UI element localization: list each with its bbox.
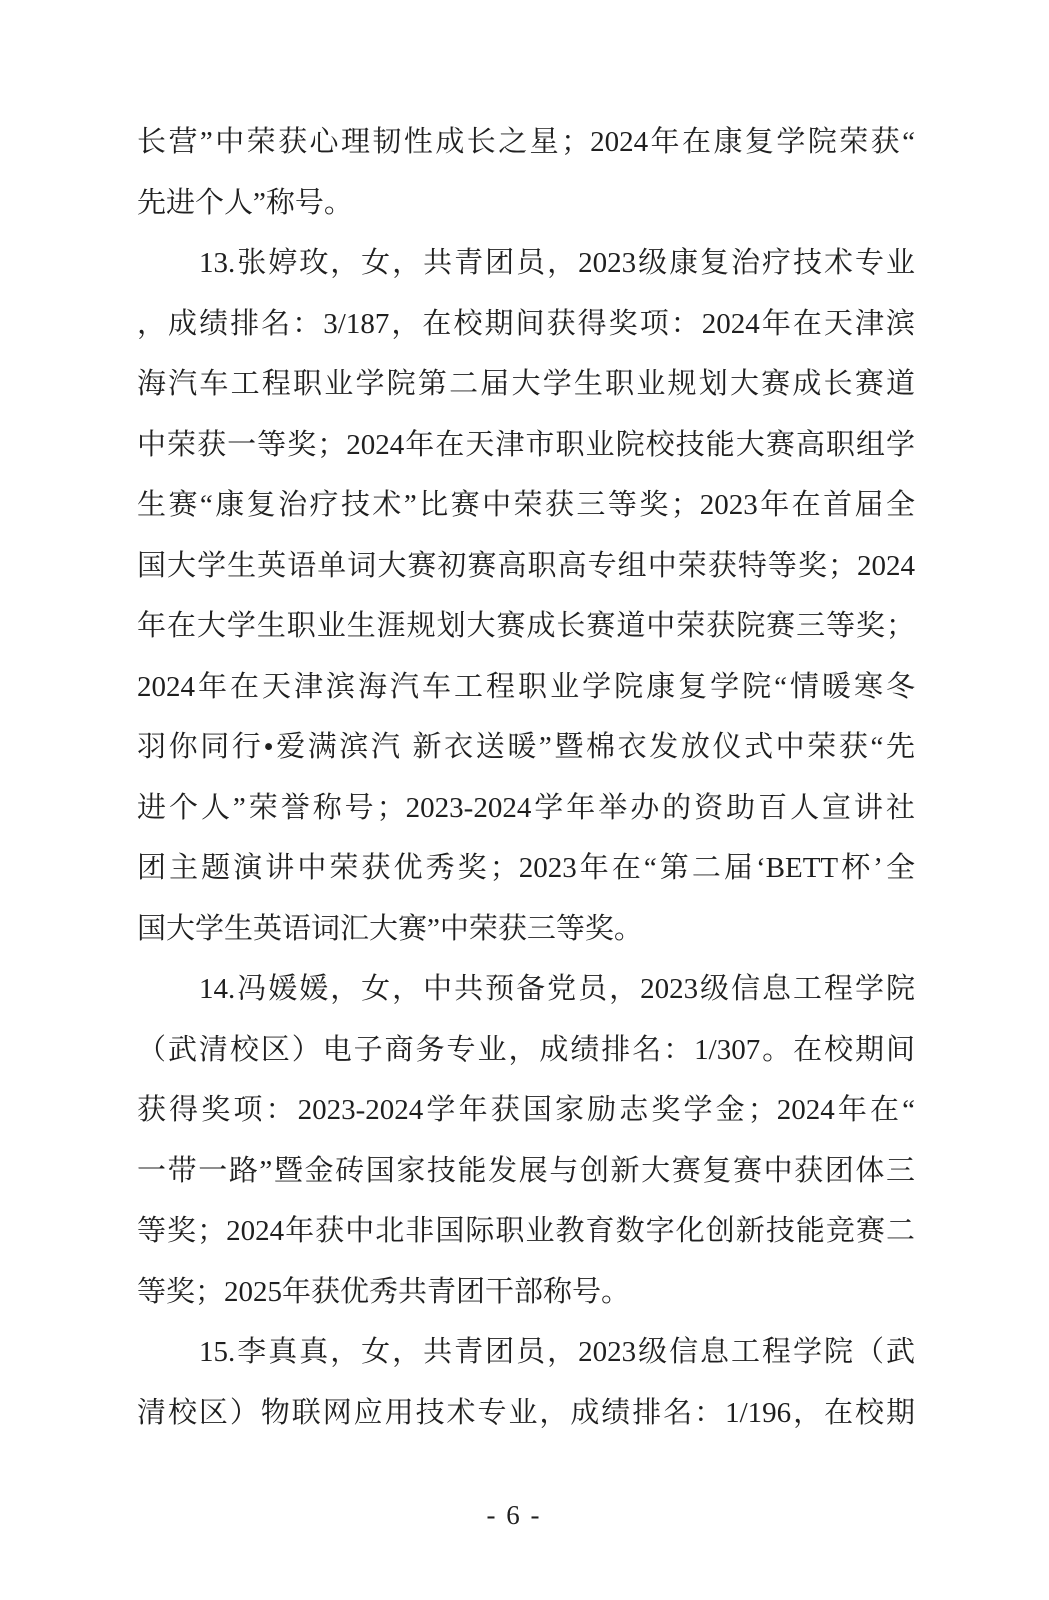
- text-line: 等奖；2025年获优秀共青团干部称号。: [137, 1275, 631, 1308]
- text-line: 羽你同行•爱满滨汽 新衣送暖”暨棉衣发放仪式中荣获“先: [137, 731, 915, 763]
- text-line: 中荣获一等奖；2024年在天津市职业院校技能大赛高职组学: [137, 428, 915, 461]
- text-line: 海汽车工程职业学院第二届大学生职业规划大赛成长赛道: [137, 368, 915, 400]
- text-line: 进个人”荣誉称号；2023-2024学年举办的资助百人宣讲社: [137, 791, 915, 824]
- text-line: （武清校区）电子商务专业，成绩排名：1/307。在校期间: [137, 1033, 915, 1066]
- text-line: 13.张婷玫，女，共青团员，2023级康复治疗技术专业: [199, 247, 915, 279]
- text-line: 国大学生英语词汇大赛”中荣获三等奖。: [137, 912, 643, 945]
- text-line: ，成绩排名：3/187，在校期间获得奖项：2024年在天津滨: [137, 307, 915, 340]
- text-line: 长营”中荣获心理韧性成长之星；2024年在康复学院荣获“: [137, 126, 915, 158]
- text-line: 年在大学生职业生涯规划大赛成长赛道中荣获院赛三等奖；: [137, 610, 915, 642]
- text-line: 一带一路”暨金砖国家技能发展与创新大赛复赛中获团体三: [137, 1154, 915, 1187]
- page-number: - 6 -: [486, 1500, 542, 1530]
- text-line: 团主题演讲中荣获优秀奖；2023年在“第二届‘BETT杯’全: [137, 852, 915, 884]
- text-line: 清校区）物联网应用技术专业，成绩排名：1/196，在校期: [137, 1396, 915, 1429]
- text-line: 等奖；2024年获中北非国际职业教育数字化创新技能竞赛二: [137, 1215, 915, 1247]
- text-line: 先进个人”称号。: [137, 186, 353, 219]
- text-line: 国大学生英语单词大赛初赛高职高专组中荣获特等奖；2024: [137, 549, 915, 582]
- text-line: 2024年在天津滨海汽车工程职业学院康复学院“情暖寒冬: [137, 670, 915, 703]
- document-text-block: [137, 112, 915, 1443]
- text-line: 14.冯媛媛，女，中共预备党员，2023级信息工程学院: [199, 973, 915, 1005]
- text-line: 生赛“康复治疗技术”比赛中荣获三等奖；2023年在首届全: [137, 489, 915, 521]
- text-line: 获得奖项：2023-2024学年获国家励志奖学金；2024年在“: [137, 1094, 915, 1126]
- text-line: 15.李真真，女，共青团员，2023级信息工程学院（武: [199, 1336, 915, 1368]
